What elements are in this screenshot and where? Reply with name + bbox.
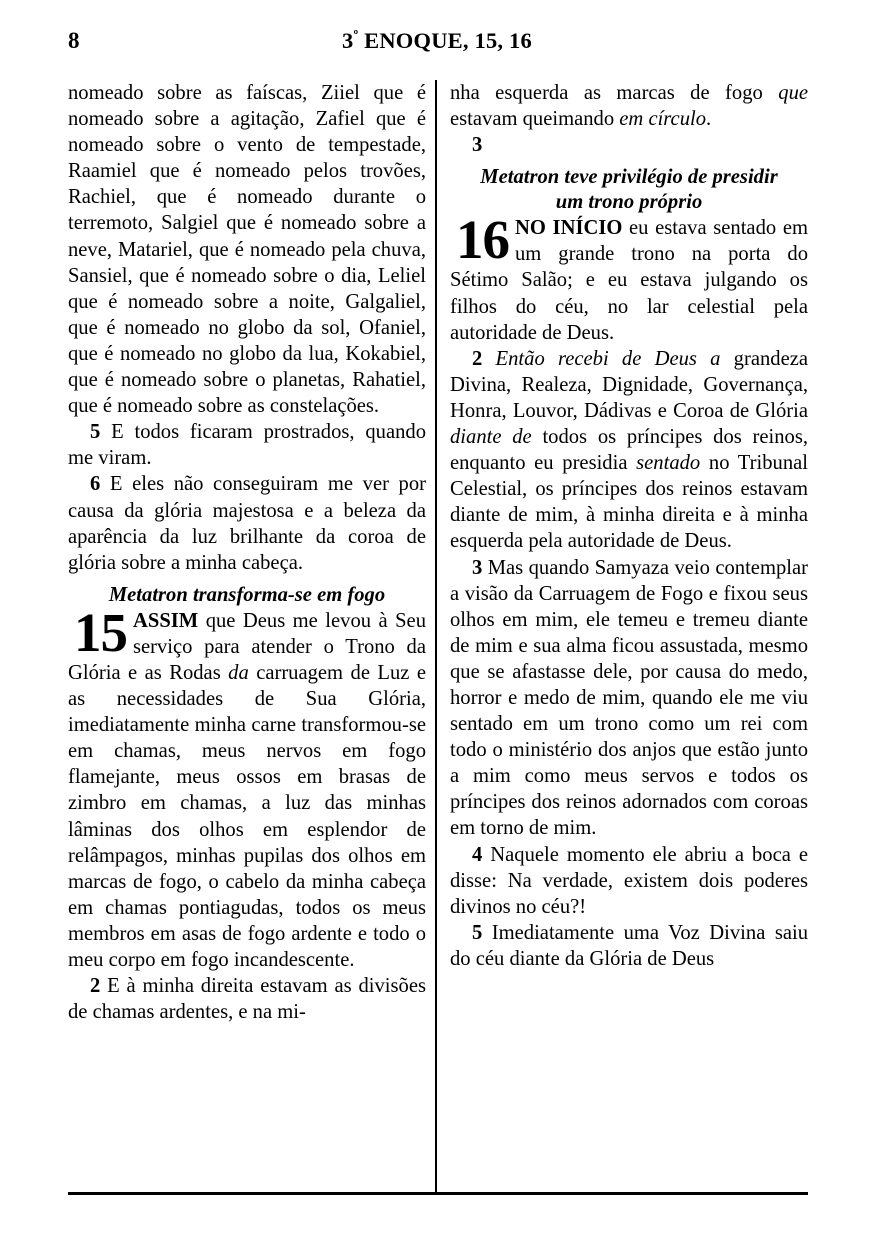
running-title-rest: ENOQUE, 15, 16 bbox=[358, 28, 532, 53]
verse-paragraph-16-2 bbox=[450, 346, 808, 555]
verse-paragraph-16-5 bbox=[450, 920, 808, 972]
chapter-16-opening-paragraph bbox=[450, 209, 808, 345]
verse-number: 2 bbox=[90, 975, 101, 998]
right-column bbox=[450, 80, 808, 1190]
section-heading-line-2: um trono próprio bbox=[555, 191, 703, 214]
text-columns bbox=[68, 80, 808, 1190]
emphasis-que: que bbox=[778, 82, 808, 104]
verse-text: E à minha direita estavam as divisões de chamas ardentes, e na mi- bbox=[68, 975, 426, 1024]
verse-paragraph-15-3 bbox=[450, 132, 808, 158]
continued-text-1: nha esquerda as marcas de fogo bbox=[450, 82, 779, 104]
page-number: 8 bbox=[68, 28, 80, 53]
continued-text: nomeado sobre as faíscas, Ziiel que é nomeado sobre a agitação, Zafiel que é nomeado sobre o vento de tempestade, Raamiel que é nomeado pelos trovões, Rachiel, que é nomeado durante o terremoto, Salgiel que é nomeado sobre a neve, Matariel, que é nomeado pela chuva, Sansiel, que é nomeado sobre o dia, Leliel que é nomeado sobre a noite, Galgaliel, que é nomeado no globo da sol, Ofaniel, que é nomeado no globo da lua, Kokabiel, que é nomeado sobre o planetas, Rahatiel, que é nomeado sobre as constelações. bbox=[68, 82, 426, 418]
verse-text-2: todos os príncipes dos reinos, enquanto eu presidia bbox=[450, 426, 808, 475]
verse-text-1: grandeza Divina, Realeza, Dignidade, Governança, Honra, Louvor, Dádivas e Coroa de Glória bbox=[450, 347, 808, 422]
section-heading-line-1: Metatron teve privilégio de presidir bbox=[480, 166, 778, 189]
verse-number: 6 bbox=[90, 473, 101, 496]
verse-number: 4 bbox=[472, 843, 483, 866]
verse-text: E todos ficaram prostrados, quando me viram. bbox=[68, 421, 426, 470]
running-title bbox=[68, 26, 806, 56]
running-head bbox=[68, 26, 806, 60]
verse-paragraph-16-3 bbox=[450, 555, 808, 842]
emphasis-entao-recebi: Então recebi de Deus a bbox=[495, 347, 721, 370]
chapter-body-text-2: carruagem de Luz e as necessidades de Sua Glória, imediatamente minha carne transformou-se em chamas, meus nervos em fogo flamejante, meus ossos em brasas de zimbro em chamas, a luz das minhas lâminas dos olhos em esplendor de relâmpagos, minhas pupilas dos olhos em marcas de fogo, o cabelo da minha cabeça em chamas pontiagudas, todos os meus membros em asas de fogo ardente e todo o meu corpo em fogo incandescente. bbox=[68, 661, 426, 971]
emphasis-da: da bbox=[228, 661, 249, 684]
verse-text: E eles não conseguiram me ver por causa da glória majestosa e a beleza da aparência da luz brilhante da coroa de glória sobre a minha cabeça. bbox=[68, 473, 426, 574]
verse-paragraph-15-6 bbox=[68, 471, 426, 575]
paragraph-continued-15-2 bbox=[450, 80, 808, 132]
verse-number: 5 bbox=[90, 421, 101, 444]
section-heading-metatron-fogo: Metatron transforma-se em fogo bbox=[108, 583, 386, 606]
verse-text: Imediatamente uma Voz Divina saiu do céu diante da Glória de Deus bbox=[450, 921, 808, 970]
chapter-lead-words: NO INÍCIO bbox=[515, 217, 623, 240]
verse-paragraph-15-5 bbox=[68, 419, 426, 471]
verse-paragraph-15-2 bbox=[68, 973, 426, 1025]
verse-number: 5 bbox=[472, 921, 483, 944]
emphasis-diante-de: diante de bbox=[450, 426, 532, 449]
chapter-lead-words: ASSIM bbox=[133, 609, 199, 632]
chapter-number-dropcap-15: 15 bbox=[74, 601, 127, 663]
section-heading-metatron-trono bbox=[450, 158, 808, 215]
verse-number: 3 bbox=[472, 556, 483, 579]
verse-text: Mas quando Samyaza veio contemplar a visão da Carruagem de Fogo e fixou seus olhos em mim, ele temeu e tremeu diante de mim e sua alma ficou assustada, mesmo que se afastasse dele, por causa do medo, horror e medo de mim, quando ele me viu sentado em um trono como um rei com todo o ministério dos anjos que estão junto a mim como meus servos e todos os príncipes dos reinos adornados com coroas em torno de mim. bbox=[450, 556, 808, 840]
verse-number: 2 bbox=[472, 347, 483, 370]
chapter-body-text-1: que Deus me levou à Seu serviço para atender o Trono da Glória e as Rodas bbox=[68, 609, 426, 684]
running-title-prefix: 3 bbox=[342, 28, 354, 53]
chapter-15-opening-paragraph bbox=[68, 601, 426, 973]
verse-text: Naquele momento ele abriu a boca e disse: Na verdade, existem dois poderes divinos no céu?! bbox=[450, 843, 808, 918]
paragraph-continued-angel-list bbox=[68, 80, 426, 419]
emphasis-sentado: sentado bbox=[636, 452, 701, 475]
emphasis-em-circulo: em círculo bbox=[619, 108, 707, 131]
verse-text-3: no Tribunal Celestial, os príncipes dos reinos estavam diante de mim, à minha direita e à minha esquerda pela autoridade de Deus. bbox=[450, 452, 808, 553]
verse-paragraph-16-4 bbox=[450, 842, 808, 920]
chapter-number-dropcap-16: 16 bbox=[456, 209, 509, 271]
verse-number: 3 bbox=[472, 134, 483, 157]
left-column bbox=[68, 80, 426, 1190]
running-title-ordinal-sup: º bbox=[353, 28, 359, 44]
chapter-body-text: eu estava sentado em um grande trono na porta do Sétimo Salão; e eu estava julgando os filhos do céu, no lar celestial pela autoridade de Deus. bbox=[450, 217, 808, 344]
bottom-rule bbox=[68, 1192, 808, 1195]
continued-text-3: . bbox=[706, 108, 712, 131]
continued-text-2: estavam queimando bbox=[450, 108, 620, 131]
